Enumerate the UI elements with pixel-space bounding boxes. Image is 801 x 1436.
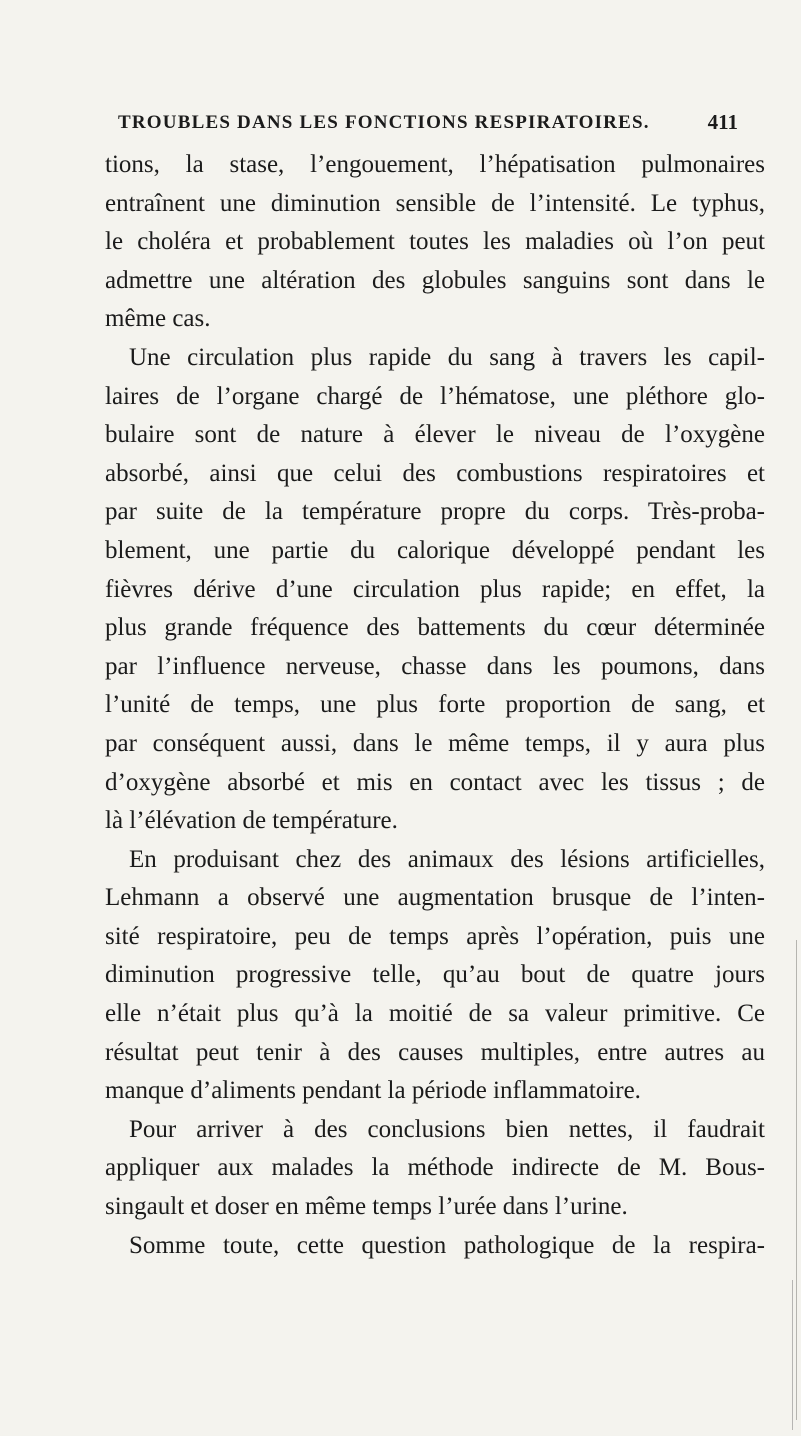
text-line: bulaire sont de nature à élever le niveau de l’oxygène xyxy=(105,421,765,449)
text-line: par conséquent aussi, dans le même temps, il y aura plus xyxy=(105,729,765,757)
page-header xyxy=(118,112,738,142)
text-line: blement, une partie du calorique développé pendant les xyxy=(105,536,765,564)
text-line: absorbé, ainsi que celui des combustions respiratoires et xyxy=(105,459,765,487)
text-line: par suite de la température propre du corps. Très-proba- xyxy=(105,498,765,526)
running-title: TROUBLES DANS LES FONCTIONS RESPIRATOIRES. xyxy=(118,112,650,133)
text-line: l’unité de temps, une plus forte proportion de sang, et xyxy=(105,691,765,719)
text-line: même cas. xyxy=(105,305,211,333)
text-line: plus grande fréquence des battements du cœur déterminée xyxy=(105,614,765,642)
text-line: sité respiratoire, peu de temps après l’opération, puis une xyxy=(105,922,765,950)
text-line: le choléra et probablement toutes les maladies où l’on peut xyxy=(105,228,765,256)
text-line: résultat peut tenir à des causes multiples, entre autres au xyxy=(105,1038,765,1066)
text-line: là l’élévation de température. xyxy=(105,807,398,835)
body-text xyxy=(105,146,765,1265)
text-line: elle n’était plus qu’à la moitié de sa valeur primitive. Ce xyxy=(105,1000,765,1028)
page-number: 411 xyxy=(707,110,738,134)
text-line: Une circulation plus rapide du sang à travers les capil- xyxy=(129,343,765,371)
text-line: Pour arriver à des conclusions bien nettes, il faudrait xyxy=(129,1115,765,1143)
text-line: appliquer aux malades la méthode indirecte de M. Bous- xyxy=(105,1154,765,1182)
text-line: Lehmann a observé une augmentation brusque de l’inten- xyxy=(105,884,765,912)
text-line: diminution progressive telle, qu’au bout de quatre jours xyxy=(105,961,765,989)
page-edge-shadow xyxy=(796,940,797,1420)
text-line: En produisant chez des animaux des lésions artificielles, xyxy=(129,845,765,873)
text-line: d’oxygène absorbé et mis en contact avec les tissus ; de xyxy=(105,768,765,796)
text-line: Somme toute, cette question pathologique de la respira- xyxy=(129,1231,765,1259)
text-line: singault et doser en même temps l’urée dans l’urine. xyxy=(105,1193,628,1221)
text-line: entraînent une diminution sensible de l’intensité. Le typhus, xyxy=(105,189,765,217)
text-line: par l’influence nerveuse, chasse dans les poumons, dans xyxy=(105,652,765,680)
text-line: laires de l’organe chargé de l’hématose, une pléthore glo- xyxy=(105,382,765,410)
text-line: tions, la stase, l’engouement, l’hépatisation pulmonaires xyxy=(105,151,765,178)
page-edge-shadow xyxy=(792,1280,793,1430)
text-line: fièvres dérive d’une circulation plus rapide; en effet, la xyxy=(105,575,765,603)
text-line: admettre une altération des globules sanguins sont dans le xyxy=(105,266,765,294)
text-line: manque d’aliments pendant la période inflammatoire. xyxy=(105,1077,641,1105)
